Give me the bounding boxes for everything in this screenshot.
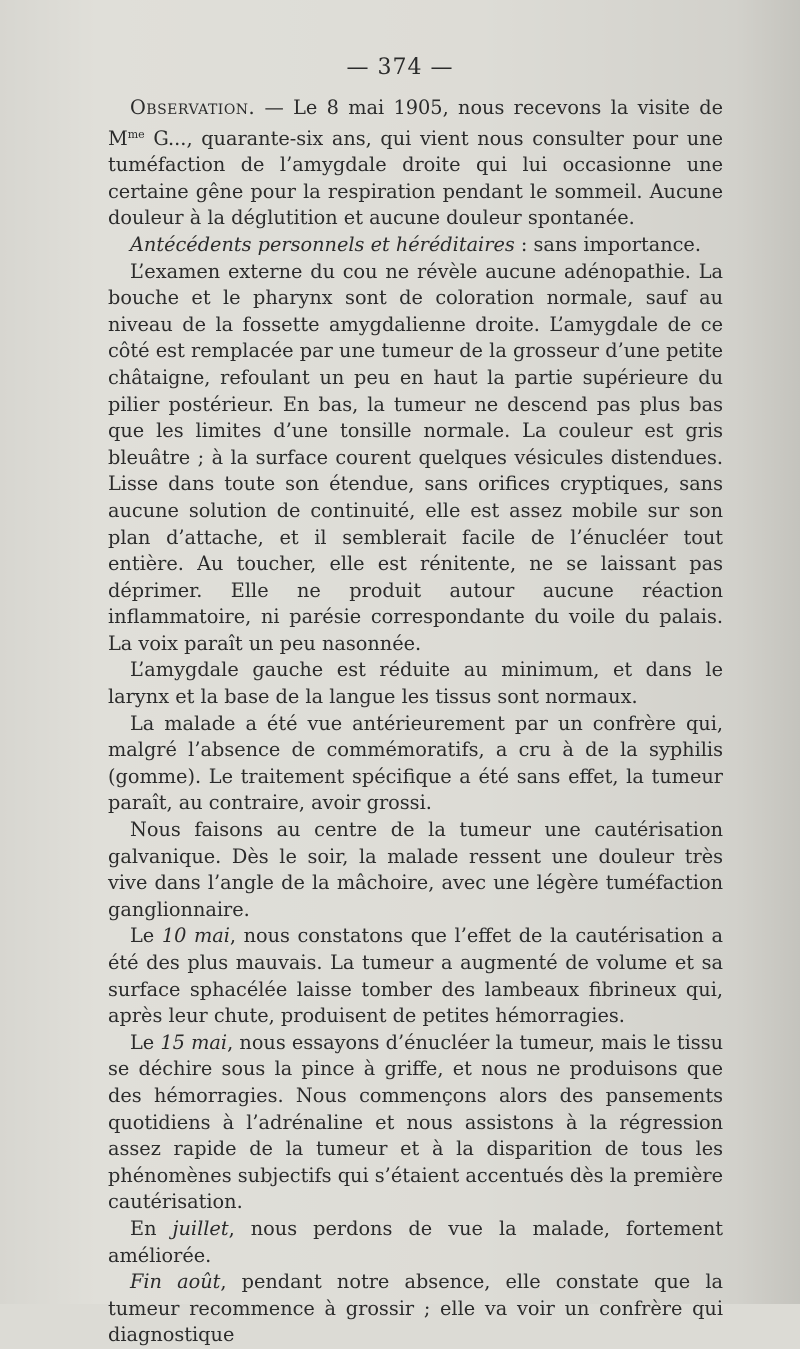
paragraph-text: Le [130, 924, 162, 948]
date-italic: Fin août [130, 1270, 221, 1294]
paragraph-text: : sans importance. [514, 232, 701, 256]
paragraph-text: , pendant notre absence, elle constate que la tumeur recommence à grossir ; elle va voir un confrère qui diagnostique [108, 1270, 723, 1347]
paragraph-observation [108, 95, 723, 232]
paragraph-july [108, 1216, 723, 1269]
date-italic: 10 mai [161, 924, 230, 948]
paragraph-text: , nous perdons de vue la malade, fortement améliorée. [108, 1216, 723, 1267]
paragraph-may-10 [108, 923, 723, 1029]
date-italic: 15 mai [160, 1030, 228, 1054]
date-italic: juillet [172, 1216, 229, 1240]
body-text [108, 95, 723, 1349]
paragraph-text: G..., quarante-six ans, qui vient nous consulter pour une tuméfaction de l’amygdale droite qui lui occasionne une certaine gêne pour la respiration pendant le sommeil. Aucune douleur à la déglutition et aucune douleur spontanée. [108, 126, 723, 230]
paragraph-left-tonsil: L’amygdale gauche est réduite au minimum, et dans le larynx et la base de la langue les tissus sont normaux. [108, 658, 723, 709]
page-number: — 374 — [346, 55, 454, 80]
paragraph-cauterization: Nous faisons au centre de la tumeur une cautérisation galvanique. Dès le soir, la malade ressent une douleur très vive dans l’angle de la mâchoire, avec une légère tuméfaction ganglionnaire. [108, 818, 723, 921]
paragraph-may-15 [108, 1030, 723, 1216]
paragraph-text: En [130, 1216, 173, 1240]
paragraph-exam: L’examen externe du cou ne révèle aucune adénopathie. La bouche et le pharynx sont de coloration normale, sauf au niveau de la fossette amygdalienne droite. L’amygdale de ce côté est remplacée par une tumeur de la grosseur d’une petite châtaigne, refoulant un peu en haut la partie supérieure du pilier postérieur. En bas, la tumeur ne descend pas plus bas que les limites d’une tonsille normale. La couleur est gris bleuâtre ; à la surface courent quelques vésicules distendues. Lisse dans toute son étendue, sans orifices cryptiques, sans aucune solution de continuité, elle est assez mobile sur son plan d’attache, et il semblerait facile de l’énucléer tout entière. Au toucher, elle est rénitente, ne se laissant pas déprimer. Elle ne produit autour aucune réaction inflammatoire, ni parésie correspondante du voile du palais. La voix paraît un peu nasonnée. [108, 259, 723, 655]
paragraph-antecedents [108, 232, 723, 259]
paragraph-august [108, 1269, 723, 1349]
paragraph-text: — Le 8 mai 1905, nous recevons la visite de M [108, 96, 723, 150]
superscript: me [127, 127, 145, 141]
paragraph-text: , nous constatons que l’effet de la cautérisation a été des plus mauvais. La tumeur a augmenté de volume et sa surface sphacélée laisse tomber des lambeaux fibrineux qui, après leur chute, produisent de petites hémorragies. [108, 924, 723, 1028]
paragraph-text: , nous essayons d’énucléer la tumeur, mais le tissu se déchire sous la pince à griffe, et nous ne produisons que des hémorragies. Nous commençons alors des pansements quotidiens à l’adrénaline et nous assistons à la régression assez rapide de la tumeur et à la disparition de tous les phénomènes subjectifs qui s’étaient accentués dès la première cautérisation. [108, 1030, 724, 1214]
paragraph-prior-diagnosis: La malade a été vue antérieurement par un confrère qui, malgré l’absence de commémoratifs, a cru à de la syphilis (gomme). Le traitement spécifique a été sans effet, la tumeur paraît, au contraire, avoir grossi. [108, 711, 723, 815]
observation-heading: Observation. [130, 96, 256, 119]
paragraph-text: Le [130, 1030, 161, 1054]
antecedents-heading: Antécédents personnels et héréditaires [130, 232, 515, 256]
